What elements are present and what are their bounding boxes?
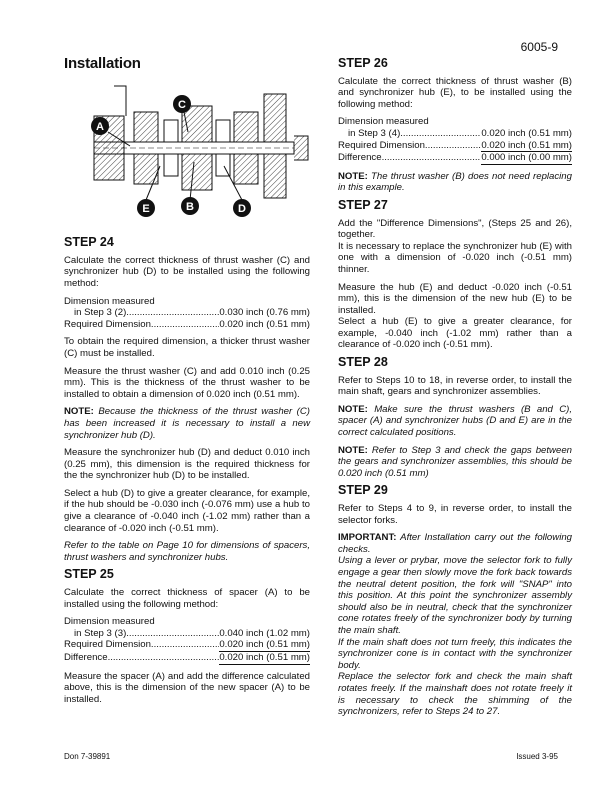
section-title: Installation <box>64 55 141 72</box>
step-28-note <box>338 445 572 480</box>
calc-row <box>338 128 572 140</box>
step-26-intro: Calculate the correct thickness of thrust washer (B) and synchronizer hub (E), to be installed using the following method: <box>338 75 572 110</box>
step-24-calc <box>64 296 310 331</box>
step-26-calc <box>338 116 572 164</box>
housing-edge <box>114 86 126 116</box>
calc-row-value: 0.020 inch (0.51 mm) <box>481 127 572 139</box>
important-paragraph: Using a lever or prybar, move the selector fork to fully engage a gear then slowly move the fork back towards the neutral detent position, the fork will "SNAP" into this position. At this point the synchronizer assembly should also be in neutral, check that the synchronizer cone rotates freely of the synchronizer body by turning the main shaft. <box>338 555 572 636</box>
calc-row-value: 0.020 inch (0.51 mm) <box>219 318 310 330</box>
calc-row <box>64 628 310 640</box>
calc-row <box>64 639 310 652</box>
page-number: 6005-9 <box>520 40 558 54</box>
step-25-heading: STEP 25 <box>64 567 114 582</box>
step-28-heading: STEP 28 <box>338 355 388 370</box>
calc-label: Dimension measured <box>338 116 429 128</box>
calc-row-label: Required Dimension <box>64 639 151 651</box>
step-24-intro: Calculate the correct thickness of thrust washer (C) and synchronizer hub (D) to be installed using the following method: <box>64 254 310 289</box>
calc-row-value: 0.020 inch (0.51 mm) <box>219 652 310 663</box>
note-label: NOTE: <box>64 406 94 418</box>
step-24-reference: Refer to the table on Page 10 for dimensions of spacers, thrust washers and synchronizer hubs. <box>64 540 310 563</box>
step-29-heading: STEP 29 <box>338 483 388 498</box>
note-label: NOTE: <box>338 444 368 456</box>
left-column <box>64 55 310 711</box>
footer-issued-date: Issued 3-95 <box>516 752 558 761</box>
step-24-paragraph: Measure the thrust washer (C) and add 0.010 inch (0.25 mm). This is the thickness of the thrust washer to be installed to obtain a dimension of 0.020 inch (0.51 mm). <box>64 365 310 400</box>
step-27-heading: STEP 27 <box>338 197 388 212</box>
calc-row-label: Difference <box>338 152 382 164</box>
step-24-paragraph: Select a hub (D) to give a greater clearance, for example, if the hub should be -0.030 inch (-0.076 mm) use a hub to give a clearance of -0.040 inch (-1.02 mm) rather than a clearance of -0.020 inch (-0.51 mm). <box>64 487 310 534</box>
step-26-heading: STEP 26 <box>338 56 388 70</box>
gear-3-lower <box>234 154 258 184</box>
step-24-paragraph: To obtain the required dimension, a thicker thrust washer (C) must be installed. <box>64 336 310 359</box>
note-text: Refer to Step 3 and check the gaps between the gears and synchronizer assemblies, this should be 0.020 inch (0.51 mm) <box>338 444 572 479</box>
housing-right <box>264 94 286 142</box>
shaft-end <box>294 136 308 160</box>
calc-row-value: 0.000 inch (0.00 mm) <box>481 152 572 164</box>
calc-row-label: in Step 3 (4) <box>348 127 401 139</box>
step-28-paragraph: Refer to Steps 10 to 18, in reverse order, to install the main shaft, gears and synchronizer assemblies. <box>338 374 572 398</box>
note-label: NOTE: <box>338 170 368 182</box>
calc-row-label: Required Dimension <box>64 318 151 330</box>
important-note <box>338 532 572 555</box>
footer-document-number: Don 7-39891 <box>64 752 111 761</box>
synchronizer-hub-d <box>216 120 230 142</box>
callout-e-label: E <box>142 202 150 215</box>
calc-row-value: 0.020 inch (0.51 mm) <box>481 139 572 151</box>
calc-row-value: 0.040 inch (1.02 mm) <box>219 627 310 639</box>
calc-row-label: Required Dimension <box>338 139 425 151</box>
step-26-note <box>338 171 572 194</box>
gear-1 <box>134 112 158 142</box>
calc-row <box>338 152 572 165</box>
important-paragraph: Replace the selector fork and check the main shaft rotates freely. If the mainshaft does not rotate freely it is necessary to check the shimming of the synchronizers, refer to Steps 24 to 27. <box>338 671 572 718</box>
gear-2-lower <box>182 154 212 190</box>
calc-row <box>64 307 310 319</box>
synchronizer-hub-e <box>164 120 178 142</box>
important-label: IMPORTANT: <box>338 532 397 544</box>
gearbox-diagram <box>64 76 310 226</box>
gear-3 <box>234 112 258 142</box>
calc-row <box>338 140 572 153</box>
note-text: Because the thickness of the thrust washer (C) has been increased it is necessary to install a new synchronizer hub (D). <box>64 406 310 441</box>
calc-row-value: 0.020 inch (0.51 mm) <box>219 639 310 651</box>
calc-row-label: in Step 3 (3) <box>74 627 127 639</box>
step-27-paragraph: Select a hub (E) to give a greater clearance, for example, -0.040 inch (-1.02 mm) rather than a clearance of -0.020 inch (-0.51 mm). <box>338 316 572 351</box>
calc-row-label: Difference <box>64 652 108 663</box>
housing-right-lower <box>264 154 286 198</box>
step-27-paragraph: It is necessary to replace the synchronizer hub (E) with one with a dimension of -0.020 inch (-0.51 mm) thinner. <box>338 240 572 275</box>
important-text: After Installation carry out the following checks. <box>338 532 572 555</box>
calc-row <box>64 652 310 665</box>
step-27-paragraph: Measure the hub (E) and deduct -0.020 inch (-0.51 mm), this is the dimension of the new hub (E) to be installed. <box>338 281 572 316</box>
note-text: The thrust washer (B) does not need replacing in this example. <box>338 170 572 194</box>
note-label: NOTE: <box>338 403 368 415</box>
calc-row <box>64 319 310 331</box>
step-25-intro: Calculate the correct thickness of spacer (A) to be installed using the following method: <box>64 587 310 610</box>
step-24-note <box>64 406 310 441</box>
step-27-paragraph: Add the "Difference Dimensions", (Steps 25 and 26), together. <box>338 217 572 241</box>
step-25-calc <box>64 616 310 664</box>
callout-a-label: A <box>96 120 104 133</box>
callout-d-label: D <box>238 202 246 215</box>
calc-label: Dimension measured <box>64 616 155 628</box>
step-28-note <box>338 404 572 439</box>
calc-label: Dimension measured <box>64 295 155 307</box>
callout-b-label: B <box>186 200 194 213</box>
synchronizer-hub-e-lower <box>164 154 178 176</box>
step-25-paragraph: Measure the spacer (A) and add the difference calculated above, this is the dimension of the new spacer (A) to be installed. <box>64 670 310 705</box>
step-29-paragraph: Refer to Steps 4 to 9, in reverse order, to install the selector forks. <box>338 503 572 526</box>
calc-row-label: in Step 3 (2) <box>74 307 127 319</box>
step-24-paragraph: Measure the synchronizer hub (D) and deduct 0.010 inch (0.25 mm), this dimension is the required thickness for the the synchronizer hub (D) to be installed. <box>64 447 310 482</box>
callout-c-label: C <box>178 98 186 111</box>
step-24-heading: STEP 24 <box>64 235 114 250</box>
right-column <box>338 58 572 724</box>
important-paragraph: If the main shaft does not turn freely, this indicates the synchronizer cone is in contact with the synchronizer body. <box>338 636 572 671</box>
note-text: Make sure the thrust washers (B and C), spacer (A) and synchronizer hubs (D and E) are in the correct calculated positions. <box>338 403 572 439</box>
calc-row-value: 0.030 inch (0.76 mm) <box>219 307 310 319</box>
